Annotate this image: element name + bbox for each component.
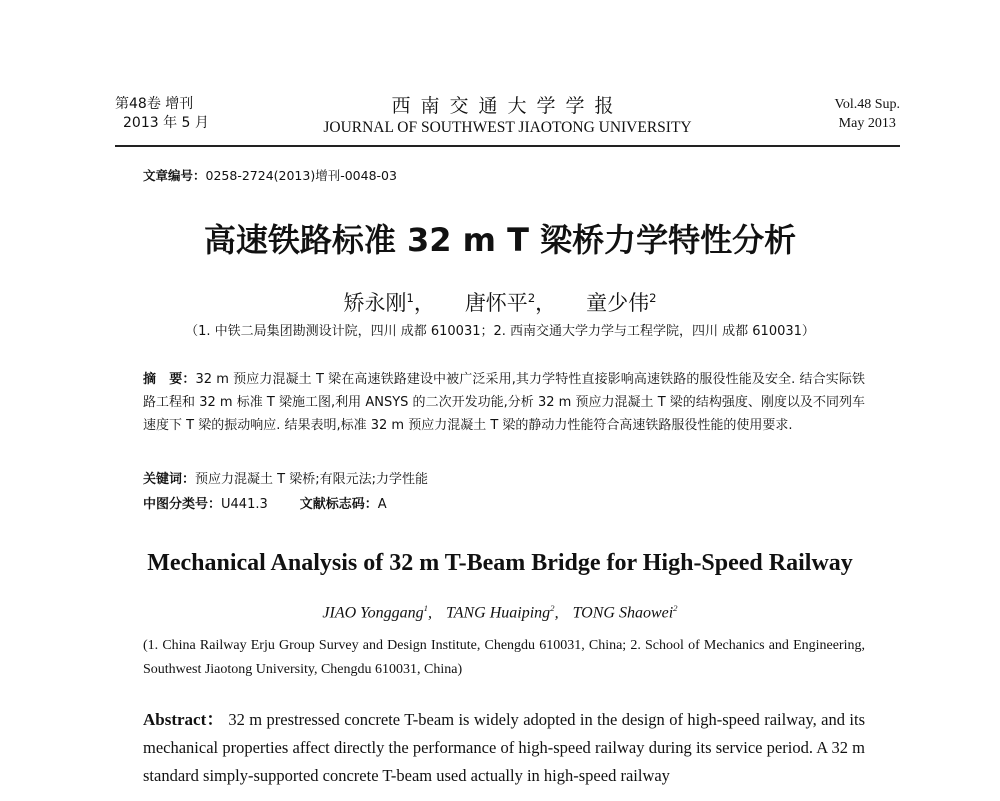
abstract-en-text: 32 m prestressed concrete T-beam is widely adopted in the design of high-speed railway, and its mechanical properties affect directly the performance of high-speed railway during its service period. A 32 m standard simply-supported concrete T-beam used actually in high-speed railway — [143, 710, 866, 785]
abstract-zh-label: 摘 要： — [143, 372, 196, 387]
running-header — [115, 95, 900, 145]
keywords-zh — [143, 468, 428, 487]
author-zh-3: 童少伟 — [586, 291, 650, 315]
article-number — [143, 166, 397, 184]
author-zh-3-sup: 2 — [649, 291, 657, 305]
article-number-value: 0258-2724(2013)增刊-0048-03 — [205, 168, 397, 183]
clc-value: U441.3 — [221, 497, 268, 512]
keywords-label: 关键词： — [143, 472, 196, 487]
authors-en — [0, 603, 1000, 622]
author-en-3-sup: 2 — [673, 603, 678, 613]
header-rule — [115, 145, 900, 147]
abstract-zh — [143, 368, 865, 437]
clc-label: 中图分类号： — [143, 497, 222, 512]
volume-supplement: Vol.48 Sup. — [834, 97, 900, 112]
abstract-zh-text: 32 m 预应力混凝土 T 梁在高速铁路建设中被广泛采用,其力学特性直接影响高速铁路的服役性能及安全. 结合实际铁路工程和 32 m 标准 T 梁施工图,利用 ANSYS 的二次开发功能,分析 32 m 预应力混凝土 T 梁的结构强度、刚度以及不同列车速度下 T 梁的振动响应. 结果表明,标准 32 m 预应力混凝土 T 梁的静动力性能符合高速铁路服役性能的使用要求. — [143, 372, 865, 433]
publication-date-en: May 2013 — [838, 116, 896, 131]
author-separator: , — [554, 604, 559, 622]
author-zh-2: 唐怀平 — [464, 291, 528, 315]
doc-code-label: 文献标志码： — [299, 497, 378, 512]
author-en-1: JIAO Yonggang — [322, 604, 424, 622]
article-number-label: 文章编号： — [143, 168, 206, 183]
title-zh: 高速铁路标准 32 m T 梁桥力学特性分析 — [203, 221, 797, 259]
classification-line — [143, 493, 387, 512]
journal-name-zh: 西南交通大学学报 — [391, 95, 624, 117]
journal-name-en: JOURNAL OF SOUTHWEST JIAOTONG UNIVERSITY — [323, 119, 692, 136]
author-en-3: TONG Shaowei — [572, 604, 674, 622]
keywords-value: 预应力混凝土 T 梁桥;有限元法;力学性能 — [195, 472, 428, 487]
author-separator: ， — [535, 291, 557, 315]
author-zh-1-sup: 1 — [406, 291, 414, 305]
author-separator: ， — [413, 291, 435, 315]
volume-info-en — [835, 95, 900, 133]
author-en-2: TANG Huaiping — [446, 604, 551, 622]
affiliation-en: (1. China Railway Erju Group Survey and Design Institute, Chengdu 610031, China; 2. School of Mechanics and Engineering, Southwest Jiaotong University, Chengdu 610031, China) — [143, 638, 865, 677]
title-en: Mechanical Analysis of 32 m T-Beam Bridge for High-Speed Railway — [147, 550, 853, 576]
abstract-en — [143, 706, 865, 790]
volume-issue: 第48卷 增刊 — [115, 96, 194, 112]
affiliation-zh: （1. 中铁二局集团勘测设计院，四川 成都 610031；2. 西南交通大学力学与工程学院，四川 成都 610031） — [185, 324, 815, 339]
author-zh-2-sup: 2 — [527, 291, 536, 305]
publication-date-zh: 2013 年 5 月 — [123, 115, 209, 131]
doc-code-value: A — [377, 497, 387, 512]
authors-zh — [0, 283, 1000, 318]
author-en-2-sup: 2 — [550, 603, 555, 613]
journal-name — [115, 95, 900, 138]
author-en-1-sup: 1 — [423, 603, 428, 613]
author-zh-1: 矫永刚 — [343, 291, 407, 315]
abstract-en-label: Abstract： — [143, 710, 224, 729]
author-separator: , — [428, 604, 432, 622]
